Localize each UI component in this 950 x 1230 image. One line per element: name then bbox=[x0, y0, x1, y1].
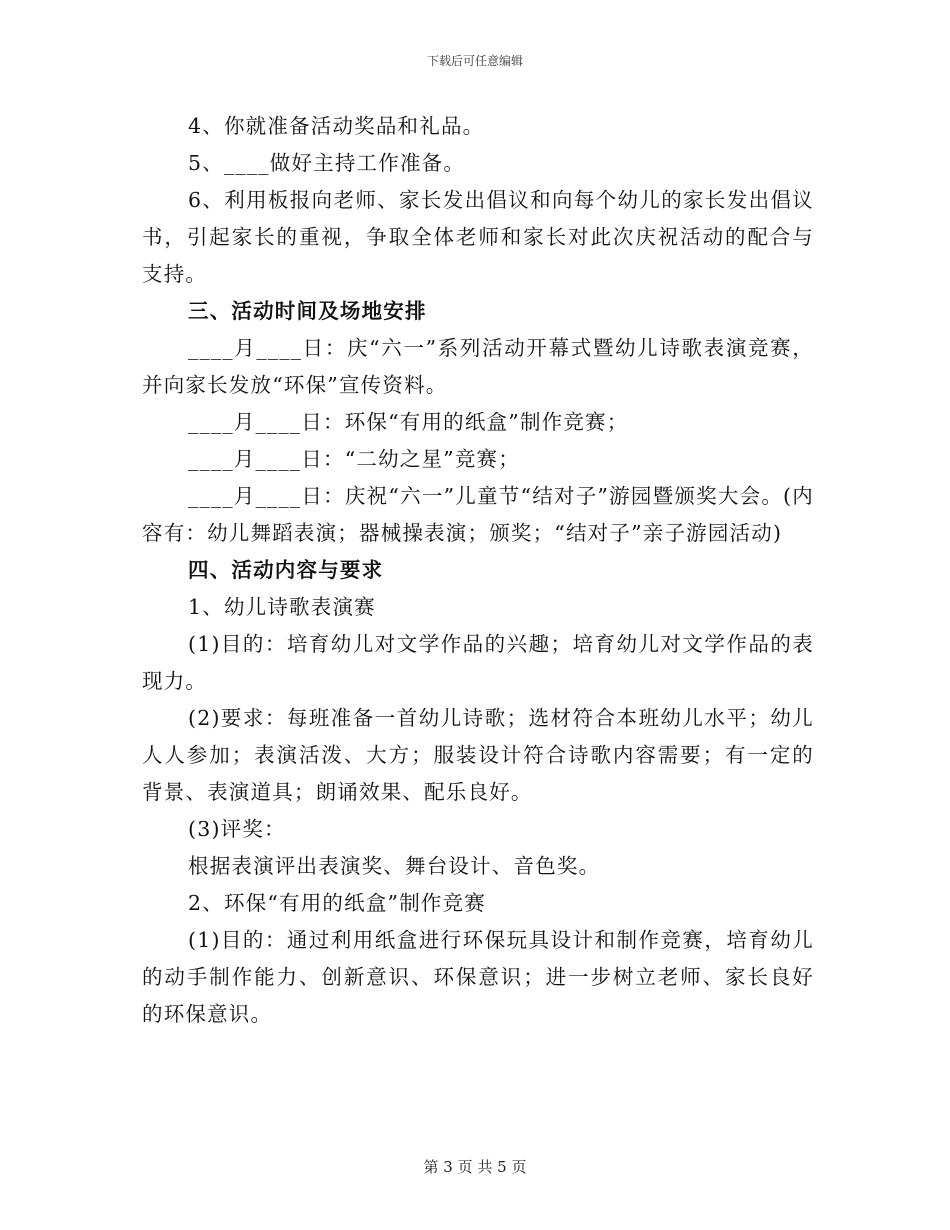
subsection-poetry: 1、幼儿诗歌表演赛 bbox=[188, 595, 376, 619]
poetry-goal: (1)目的：培育幼儿对文学作品的兴趣；培育幼儿对文学作品的表现力。 bbox=[142, 632, 814, 693]
schedule-item-star: ____月____日：“二幼之星”竞赛； bbox=[188, 447, 520, 471]
paragraph-item-4: 4、你就准备活动奖品和礼品。 bbox=[188, 114, 485, 138]
page-header-note: 下载后可任意编辑 bbox=[426, 54, 523, 68]
paragraph-item-5: 5、____做好主持工作准备。 bbox=[188, 151, 466, 175]
poetry-awards-detail: 根据表演评出表演奖、舞台设计、音色奖。 bbox=[188, 854, 601, 878]
subsection-paper-box: 2、环保“有用的纸盒”制作竞赛 bbox=[188, 891, 487, 915]
section-heading-schedule: 三、活动时间及场地安排 bbox=[188, 299, 427, 323]
poetry-awards-label: (3)评奖： bbox=[188, 817, 286, 841]
paper-box-goal: (1)目的：通过利用纸盒进行环保玩具设计和制作竞赛，培育幼儿的动手制作能力、创新意识、环保意识；进一步树立老师、家长良好的环保意识。 bbox=[142, 928, 814, 1026]
page-number: 第 3 页 共 5 页 bbox=[423, 1158, 527, 1176]
schedule-item-celebration: ____月____日：庆祝“六一”儿童节“结对子”游园暨颁奖大会。(内容有：幼儿舞蹈表演；器械操表演；颁奖；“结对子”亲子游园活动) bbox=[142, 484, 814, 545]
schedule-item-opening: ____月____日：庆“六一”系列活动开幕式暨幼儿诗歌表演竞赛，并向家长发放“环保”宣传资料。 bbox=[142, 336, 814, 397]
paragraph-item-6: 6、利用板报向老师、家长发出倡议和向每个幼儿的家长发出倡议书，引起家长的重视，争取全体老师和家长对此次庆祝活动的配合与支持。 bbox=[142, 188, 814, 286]
poetry-requirements: (2)要求：每班准备一首幼儿诗歌；选材符合本班幼儿水平；幼儿人人参加；表演活泼、大方；服装设计符合诗歌内容需要；有一定的背景、表演道具；朗诵效果、配乐良好。 bbox=[142, 706, 814, 804]
section-heading-content: 四、活动内容与要求 bbox=[188, 558, 384, 582]
schedule-item-paper-box: ____月____日：环保“有用的纸盒”制作竞赛； bbox=[188, 410, 629, 434]
document-body bbox=[142, 108, 814, 1033]
